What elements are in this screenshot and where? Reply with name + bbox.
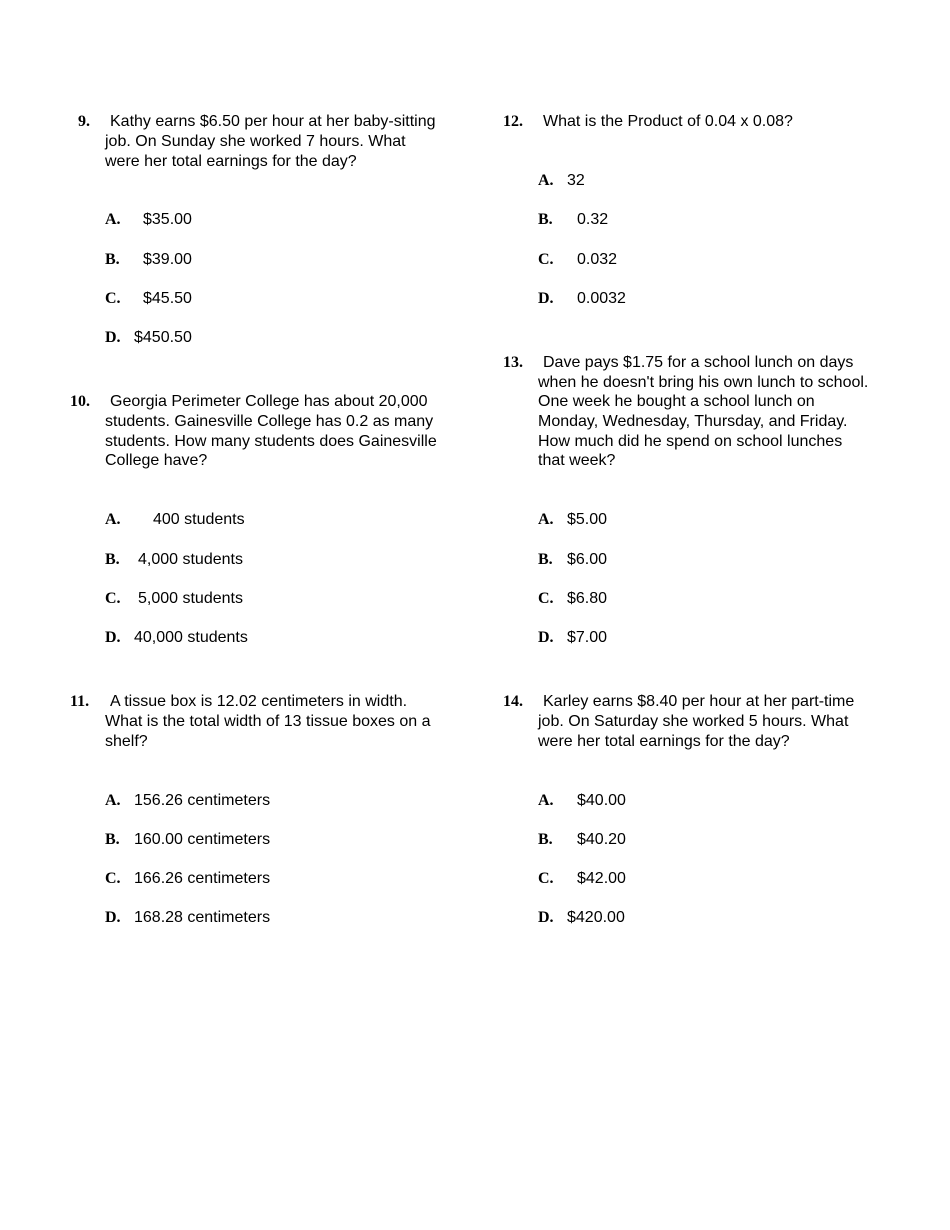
question-10-option-b — [105, 550, 243, 570]
option-text: 0.032 — [577, 251, 618, 268]
question-11-line-1: A tissue box is 12.02 centimeters in width. — [110, 693, 408, 710]
option-letter: A. — [538, 172, 554, 189]
option-letter: A. — [538, 511, 554, 528]
option-text: 40,000 students — [134, 629, 248, 646]
question-10-number: 10. — [70, 393, 90, 410]
question-12-option-d — [538, 289, 626, 309]
option-letter: A. — [105, 792, 121, 809]
question-14-option-b — [538, 830, 626, 850]
option-text: 168.28 centimeters — [134, 909, 271, 926]
option-text: 4,000 students — [138, 551, 243, 568]
question-11-option-c — [105, 869, 270, 889]
question-13-option-c — [538, 589, 607, 609]
question-14-option-a — [538, 791, 626, 811]
question-13-option-b — [538, 550, 607, 570]
option-text: $6.00 — [567, 551, 608, 568]
question-9-option-b — [105, 250, 192, 270]
question-10-line-2: students. Gainesville College has 0.2 as many — [105, 413, 434, 430]
option-text: 166.26 centimeters — [134, 870, 271, 887]
question-13-line-6: that week? — [538, 452, 616, 469]
question-10-option-a — [105, 510, 245, 530]
question-12-option-b — [538, 210, 608, 230]
question-12-number: 12. — [503, 113, 523, 130]
option-text: $42.00 — [577, 870, 626, 887]
option-letter: D. — [538, 909, 554, 926]
option-text: $35.00 — [143, 211, 192, 228]
option-text: 0.32 — [577, 211, 609, 228]
question-11-line-2: What is the total width of 13 tissue boxes on a — [105, 713, 431, 730]
question-12-line-1: What is the Product of 0.04 x 0.08? — [543, 113, 793, 130]
option-letter: B. — [105, 251, 120, 268]
question-9-number: 9. — [78, 113, 90, 130]
option-letter: C. — [538, 870, 554, 887]
option-text: 0.0032 — [577, 290, 626, 307]
option-letter: C. — [538, 251, 554, 268]
option-letter: D. — [105, 329, 121, 346]
option-text: 5,000 students — [138, 590, 243, 607]
question-14-line-1: Karley earns $8.40 per hour at her part-time — [543, 693, 855, 710]
option-letter: D. — [105, 909, 121, 926]
question-13-option-d — [538, 628, 607, 648]
option-text: $420.00 — [567, 909, 625, 926]
option-letter: C. — [105, 290, 121, 307]
question-14-option-d — [538, 908, 625, 928]
question-10-option-d — [105, 628, 248, 648]
option-text: $6.80 — [567, 590, 608, 607]
question-9-line-1: Kathy earns $6.50 per hour at her baby-sitting — [110, 113, 436, 130]
question-13-option-a — [538, 510, 607, 530]
question-13-line-2: when he doesn't bring his own lunch to school. — [538, 374, 869, 391]
option-text: 32 — [567, 172, 585, 189]
question-14-line-3: were her total earnings for the day? — [538, 733, 790, 750]
option-text: $5.00 — [567, 511, 608, 528]
option-letter: A. — [538, 792, 554, 809]
question-13-line-4: Monday, Wednesday, Thursday, and Friday. — [538, 413, 848, 430]
question-10-line-3: students. How many students does Gainesville — [105, 433, 437, 450]
option-letter: B. — [105, 551, 120, 568]
question-14-number: 14. — [503, 693, 523, 710]
question-11-option-b — [105, 830, 270, 850]
question-14-option-c — [538, 869, 626, 889]
question-13-number: 13. — [503, 354, 523, 371]
question-13-line-1: Dave pays $1.75 for a school lunch on days — [543, 354, 854, 371]
option-letter: A. — [105, 211, 121, 228]
option-letter: C. — [105, 870, 121, 887]
question-11-line-3: shelf? — [105, 733, 148, 750]
option-letter: D. — [538, 290, 554, 307]
option-letter: C. — [538, 590, 554, 607]
question-12-option-a — [538, 171, 585, 191]
question-10-line-4: College have? — [105, 452, 208, 469]
option-text: 400 students — [153, 511, 245, 528]
question-11-number: 11. — [70, 693, 90, 710]
question-9-line-3: were her total earnings for the day? — [105, 153, 357, 170]
option-text: $7.00 — [567, 629, 608, 646]
option-text: 156.26 centimeters — [134, 792, 271, 809]
question-9-line-2: job. On Sunday she worked 7 hours. What — [105, 133, 406, 150]
option-letter: D. — [105, 629, 121, 646]
option-letter: B. — [538, 551, 553, 568]
option-letter: B. — [538, 831, 553, 848]
option-letter: D. — [538, 629, 554, 646]
question-14-line-2: job. On Saturday she worked 5 hours. What — [538, 713, 849, 730]
option-letter: B. — [538, 211, 553, 228]
option-letter: C. — [105, 590, 121, 607]
question-12-option-c — [538, 250, 617, 270]
option-letter: B. — [105, 831, 120, 848]
option-text: $40.00 — [577, 792, 626, 809]
option-text: $39.00 — [143, 251, 192, 268]
option-text: $450.50 — [134, 329, 192, 346]
question-13-line-5: How much did he spend on school lunches — [538, 433, 843, 450]
question-10-option-c — [105, 589, 243, 609]
question-9-option-c — [105, 289, 192, 309]
option-letter: A. — [105, 511, 121, 528]
question-9-option-a — [105, 210, 192, 230]
question-11-option-a — [105, 791, 270, 811]
option-text: 160.00 centimeters — [134, 831, 271, 848]
question-10-line-1: Georgia Perimeter College has about 20,000 — [110, 393, 428, 410]
question-9-option-d — [105, 328, 192, 348]
question-11-option-d — [105, 908, 270, 928]
option-text: $45.50 — [143, 290, 192, 307]
question-13-line-3: One week he bought a school lunch on — [538, 393, 815, 410]
option-text: $40.20 — [577, 831, 626, 848]
